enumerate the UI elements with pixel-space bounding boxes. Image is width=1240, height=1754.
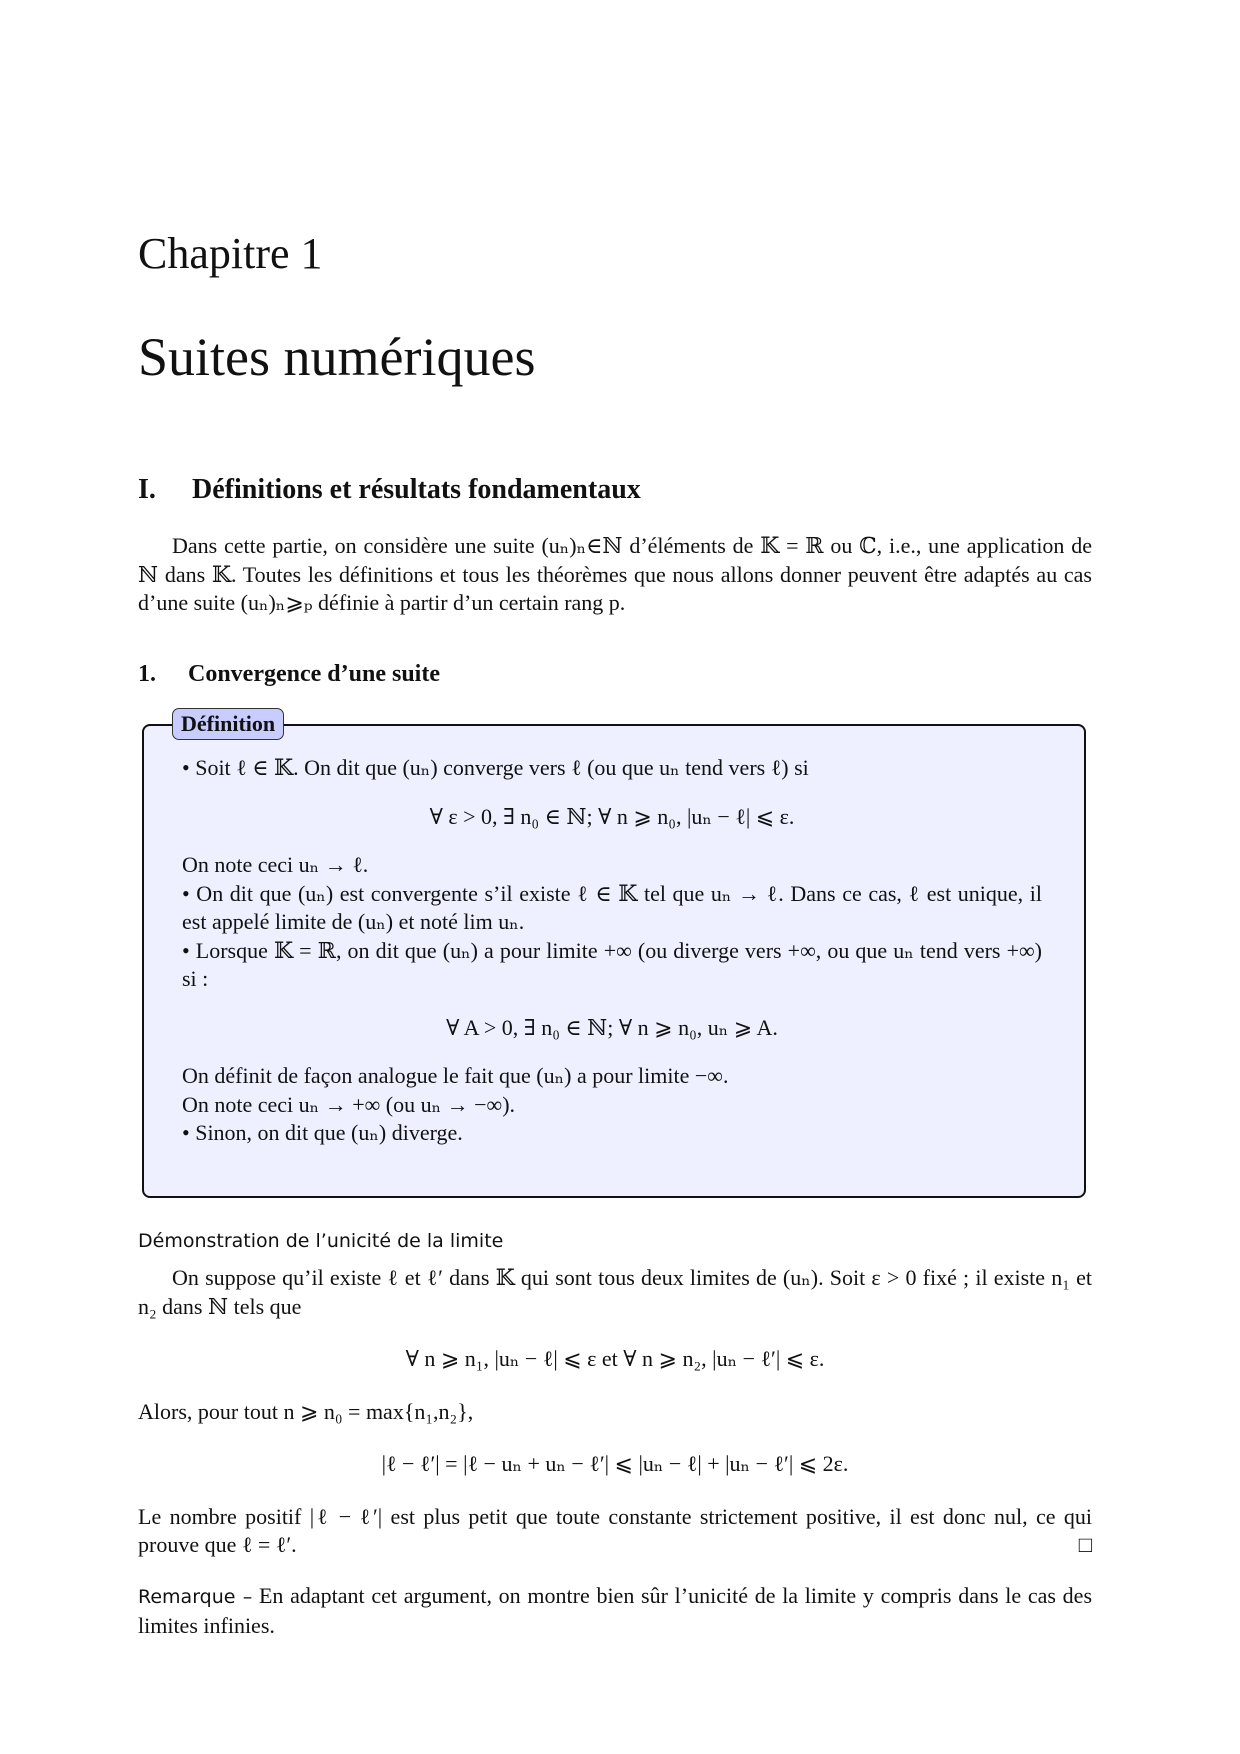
proof-title: Démonstration de l’unicité de la limite [138,1230,504,1252]
proof-equation: |ℓ − ℓ′| = |ℓ − uₙ + uₙ − ℓ′| ⩽ |uₙ − ℓ| + |uₙ − ℓ′| ⩽ 2ε. [381,1451,849,1476]
definition-line: • Lorsque 𝕂 = ℝ, on dit que (uₙ) a pour limite +∞ (ou diverge vers +∞, ou que uₙ tend vers +∞) si : [182,937,1042,991]
definition-line: • Soit ℓ ∈ 𝕂. On dit que (uₙ) converge vers ℓ (ou que uₙ tend vers ℓ) si [182,755,809,780]
proof-paragraph: Alors, pour tout n ⩾ n₀ = max{n₁,n₂}, [138,1398,474,1424]
definition-line: On définit de façon analogue le fait que (uₙ) a pour limite −∞. [182,1063,729,1088]
chapter-title: Suites numériques [138,327,536,387]
definition-equation: ∀ A > 0, ∃ n₀ ∈ ℕ; ∀ n ⩾ n₀, uₙ ⩾ A. [446,1014,778,1040]
remark-label: Remarque – [138,1586,253,1608]
proof-equation: ∀ n ⩾ n₁, |uₙ − ℓ| ⩽ ε et ∀ n ⩾ n₂, |uₙ − ℓ′| ⩽ ε. [405,1346,825,1371]
subsection-heading [138,662,440,686]
proof-conclusion: Le nombre positif |ℓ − ℓ′| est plus petit que toute constante strictement positive, il est donc nul, ce qui prouve que ℓ = ℓ′. [138,1503,1092,1557]
definition-content [182,754,1042,1148]
intro-paragraph: Dans cette partie, on considère une suite (uₙ)ₙ∈ℕ d’éléments de 𝕂 = ℝ ou ℂ, i.e., une application de ℕ dans 𝕂. Toutes les définitions et tous les théorèmes que nous allons donner peuvent être adaptés au cas d’une suite (uₙ)ₙ⩾ₚ définie à partir d’un certain rang p. [138,533,1092,615]
section-title: Définitions et résultats fondamentaux [192,474,641,505]
proof-paragraph: On suppose qu’il existe ℓ et ℓ′ dans 𝕂 qui sont tous deux limites de (uₙ). Soit ε > 0 fixé ; il existe n₁ et n₂ dans ℕ tels que [138,1265,1092,1319]
section-heading [138,476,641,504]
definition-equation: ∀ ε > 0, ∃ n₀ ∈ ℕ; ∀ n ⩾ n₀, |uₙ − ℓ| ⩽ ε. [429,803,795,829]
qed-symbol: □ [1078,1532,1092,1557]
section-number: I. [138,474,156,505]
definition-line: • Sinon, on dit que (uₙ) diverge. [182,1120,463,1145]
proof-body [138,1264,1092,1560]
definition-line: On note ceci uₙ → +∞ (ou uₙ → −∞). [182,1091,516,1117]
proof-paragraph [138,1503,1092,1560]
subsection-title: Convergence d’une suite [188,661,440,687]
definition-line: On note ceci uₙ → ℓ. [182,852,369,877]
definition-tag: Définition [172,708,284,740]
definition-line: • On dit que (uₙ) est convergente s’il existe ℓ ∈ 𝕂 tel que uₙ → ℓ. Dans ce cas, ℓ est unique, il est appelé limite de (uₙ) et noté lim uₙ. [182,880,1042,934]
remark-text: En adaptant cet argument, on montre bien sûr l’unicité de la limite y compris dans le cas des limites infinies. [138,1583,1093,1638]
subsection-number: 1. [138,661,156,687]
chapter-label: Chapitre 1 [138,229,323,278]
remark-paragraph [138,1582,1092,1640]
